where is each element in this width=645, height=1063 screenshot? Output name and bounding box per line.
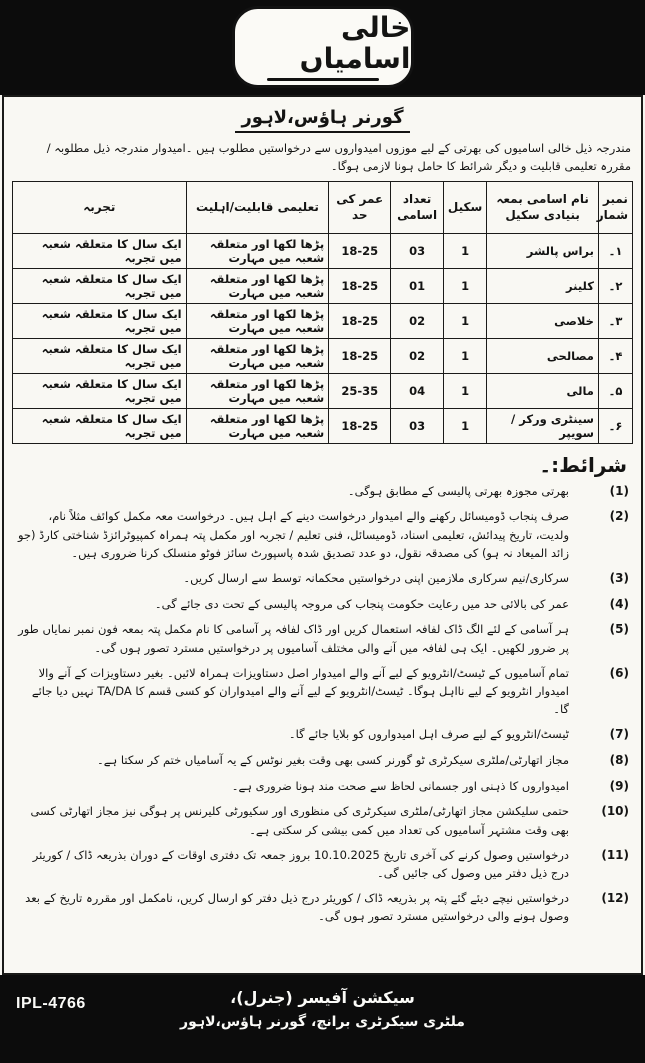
- conditions-list: [8, 479, 637, 926]
- signature-block: [0, 975, 645, 1033]
- row-experience: ایک سال کا متعلقہ شعبہ میں تجربہ: [13, 268, 187, 303]
- condition-number: (5): [609, 622, 629, 637]
- condition-item: [16, 507, 629, 562]
- row-post: مصالحی: [487, 338, 599, 373]
- title-plate: [232, 6, 414, 88]
- condition-text: ٹیسٹ/انٹرویو کے لیے صرف اہل امیدواروں کو بلایا جائے گا۔: [288, 727, 569, 742]
- page-title: خالی اسامیاں: [299, 10, 411, 75]
- row-post: سینٹری ورکر / سویپر: [487, 408, 599, 443]
- table-row: [13, 338, 633, 373]
- row-posts: 02: [391, 303, 444, 338]
- condition-text: ہر آسامی کے لئے الگ ڈاک لفافہ استعمال کریں اور ڈاک لفافہ پر آسامی کا نام مکمل پتہ بمعہ فون نمبر نمایاں طور پر ضرور لکھیں۔ ایک ہی لفافہ میں آنے والی مختلف آسامیوں پر درخواستیں مسترد تصور ہوں گی۔: [18, 622, 569, 655]
- condition-number: (7): [609, 727, 629, 742]
- row-experience: ایک سال کا متعلقہ شعبہ میں تجربہ: [13, 303, 187, 338]
- condition-text: امیدواروں کا ذہنی اور جسمانی لحاظ سے صحت مند ہونا ضروری ہے۔: [231, 778, 569, 793]
- col-qualification: تعلیمی قابلیت/اہلیت: [186, 181, 329, 233]
- header-band: [0, 0, 645, 95]
- row-age: 18-25: [329, 268, 391, 303]
- table-row: [13, 373, 633, 408]
- condition-number: (3): [609, 570, 629, 585]
- title-underline: [267, 78, 379, 81]
- row-scale: 1: [443, 338, 486, 373]
- condition-number: (12): [601, 890, 629, 905]
- intro-paragraph: مندرجہ ذیل خالی اسامیوں کی بھرتی کے لیے موزوں امیدواروں سے درخواستیں مطلوب ہیں ۔امیدوار مندرجہ ذیل مطلوبہ / مقررہ تعلیمی قابلیت و دیگر شرائط کا حامل ہونا لازمی ہوگا۔: [46, 141, 631, 173]
- condition-number: (4): [609, 596, 629, 611]
- row-qualification: پڑھا لکھا اور متعلقہ شعبہ میں مہارت: [186, 268, 329, 303]
- table-header: [13, 181, 633, 233]
- condition-text: حتمی سلیکشن مجاز اتھارٹی/ملٹری سیکرٹری کی منظوری اور سکیورٹی کلیرنس پر ہوگی نیز مجاز اتھارٹی کسی بھی وقت مشتہر آسامیوں کی تعداد میں کمی بیشی کر سکتی ہے۔: [30, 804, 569, 837]
- row-posts: 04: [391, 373, 444, 408]
- row-post: مالی: [487, 373, 599, 408]
- row-scale: 1: [443, 268, 486, 303]
- condition-text: درخواستیں نیچے دیئے گئے پتہ پر بذریعہ ڈاک / کوریئر درج ذیل دفتر کو ارسال کریں، نامکمل اور مقررہ تاریخ کے بعد وصول ہونے والی درخواستیں مسترد تصور ہوں گی۔: [25, 890, 569, 924]
- row-serial: ۳۔: [598, 303, 632, 338]
- footer-band: [0, 975, 645, 1063]
- table-row: [13, 303, 633, 338]
- condition-item: [16, 664, 629, 719]
- condition-number: (10): [601, 804, 629, 819]
- row-post: خلاصی: [487, 303, 599, 338]
- row-qualification: پڑھا لکھا اور متعلقہ شعبہ میں مہارت: [186, 338, 329, 373]
- row-serial: ۶۔: [598, 408, 632, 443]
- row-serial: ۵۔: [598, 373, 632, 408]
- condition-text: صرف پنجاب ڈومیسائل رکھنے والے امیدوار درخواست دینے کے اہل ہیں۔ درخواست معہ مکمل کوائف مثلاً نام، ولدیت، تاریخ پیدائش، تعلیمی اسناد، ڈومیسائل، فنی تعلیم / تجربہ اور مکمل پتہ ہمراہ کمپیوٹرائزڈ شناختی کارڈ (جو زائد المیعاد نہ ہو) کی مصدقہ نقول، دو عدد تصدیق شدہ پاسپورٹ سائز فوٹو منسلک کرنا ضروری ہیں۔: [17, 509, 569, 561]
- condition-number: (11): [601, 847, 629, 862]
- col-post-name: نام اسامی بمعہ بنیادی سکیل: [487, 181, 599, 233]
- signatory-address: ملٹری سیکرٹری برانچ، گورنر ہاؤس،لاہور: [180, 1013, 465, 1030]
- row-scale: 1: [443, 373, 486, 408]
- row-posts: 02: [391, 338, 444, 373]
- row-experience: ایک سال کا متعلقہ شعبہ میں تجربہ: [13, 373, 187, 408]
- condition-text: عمر کی بالائی حد میں رعایت حکومت پنجاب کی مروجہ پالیسی کے تحت دی جائے گی۔: [154, 596, 569, 611]
- organization-wrap: [8, 107, 637, 133]
- condition-item: [16, 777, 629, 796]
- row-age: 18-25: [329, 303, 391, 338]
- row-serial: ۲۔: [598, 268, 632, 303]
- col-age-limit: عمر کی حد: [329, 181, 391, 233]
- row-age: 18-25: [329, 338, 391, 373]
- signatory-title: سیکشن آفیسر (جنرل)،: [230, 988, 415, 1007]
- condition-number: (8): [609, 753, 629, 767]
- condition-number: (6): [609, 665, 629, 680]
- row-scale: 1: [443, 303, 486, 338]
- organization-name: گورنر ہاؤس،لاہور: [235, 107, 409, 133]
- condition-item: [16, 482, 629, 501]
- row-posts: 03: [391, 233, 444, 268]
- condition-text: مجاز اتھارٹی/ملٹری سیکرٹری ٹو گورنر کسی بھی وقت بغیر نوٹس کے یہ آسامیاں ختم کر سکتا ہے۔: [97, 753, 569, 767]
- row-serial: ۱۔: [598, 233, 632, 268]
- condition-text: سرکاری/نیم سرکاری ملازمین اپنی درخواستیں محکمانہ توسط سے ارسال کریں۔: [183, 570, 569, 585]
- row-age: 18-25: [329, 408, 391, 443]
- row-post: کلینر: [487, 268, 599, 303]
- condition-item: [16, 751, 629, 770]
- condition-item: [16, 725, 629, 744]
- row-qualification: پڑھا لکھا اور متعلقہ شعبہ میں مہارت: [186, 303, 329, 338]
- row-posts: 03: [391, 408, 444, 443]
- row-serial: ۴۔: [598, 338, 632, 373]
- row-age: 25-35: [329, 373, 391, 408]
- row-scale: 1: [443, 233, 486, 268]
- row-qualification: پڑھا لکھا اور متعلقہ شعبہ میں مہارت: [186, 408, 329, 443]
- condition-text: تمام آسامیوں کے ٹیسٹ/انٹرویو کے لیے آنے والے امیدوار اصل دستاویزات ہمراہ لائیں۔ بغیر دستاویزات کے آنے والا امیدوار انٹرویو کے لیے نااہل ہوگا۔ ٹیسٹ/انٹرویو کے لیے آنے والے امیدواران کو کسی قسم کا TA/DA نہیں دیا جائے گا۔: [31, 665, 569, 717]
- row-experience: ایک سال کا متعلقہ شعبہ میں تجربہ: [13, 408, 187, 443]
- table-row: [13, 408, 633, 443]
- col-serial: نمبر شمار: [598, 181, 632, 233]
- ipl-code: IPL-4766: [16, 995, 86, 1012]
- table-row: [13, 268, 633, 303]
- condition-number: (2): [609, 509, 629, 524]
- condition-number: (1): [609, 483, 629, 498]
- conditions-heading: شرائط:۔: [539, 452, 627, 477]
- row-scale: 1: [443, 408, 486, 443]
- content-frame: [2, 95, 643, 975]
- condition-text: درخواستیں وصول کرنے کی آخری تاریخ 10.10.2025 بروز جمعہ تک دفتری اوقات کے دوران بذریعہ ڈاک / کوریئر درج ذیل دفتر میں وصول کی جائیں گی۔: [32, 847, 569, 881]
- condition-item: [16, 889, 629, 926]
- row-qualification: پڑھا لکھا اور متعلقہ شعبہ میں مہارت: [186, 373, 329, 408]
- row-posts: 01: [391, 268, 444, 303]
- condition-number: (9): [609, 778, 629, 793]
- condition-text: بھرتی مجوزہ بھرتی پالیسی کے مطابق ہوگی۔: [347, 483, 569, 498]
- col-experience: تجربہ: [13, 181, 187, 233]
- row-post: براس پالشر: [487, 233, 599, 268]
- condition-item: [16, 595, 629, 614]
- col-scale: سکیل: [443, 181, 486, 233]
- vacancies-table: [12, 181, 633, 444]
- row-experience: ایک سال کا متعلقہ شعبہ میں تجربہ: [13, 233, 187, 268]
- condition-item: [16, 569, 629, 588]
- condition-item: [16, 846, 629, 883]
- condition-item: [16, 620, 629, 657]
- col-posts-count: تعداد اسامی: [391, 181, 444, 233]
- condition-item: [16, 802, 629, 839]
- row-qualification: پڑھا لکھا اور متعلقہ شعبہ میں مہارت: [186, 233, 329, 268]
- row-experience: ایک سال کا متعلقہ شعبہ میں تجربہ: [13, 338, 187, 373]
- table-row: [13, 233, 633, 268]
- row-age: 18-25: [329, 233, 391, 268]
